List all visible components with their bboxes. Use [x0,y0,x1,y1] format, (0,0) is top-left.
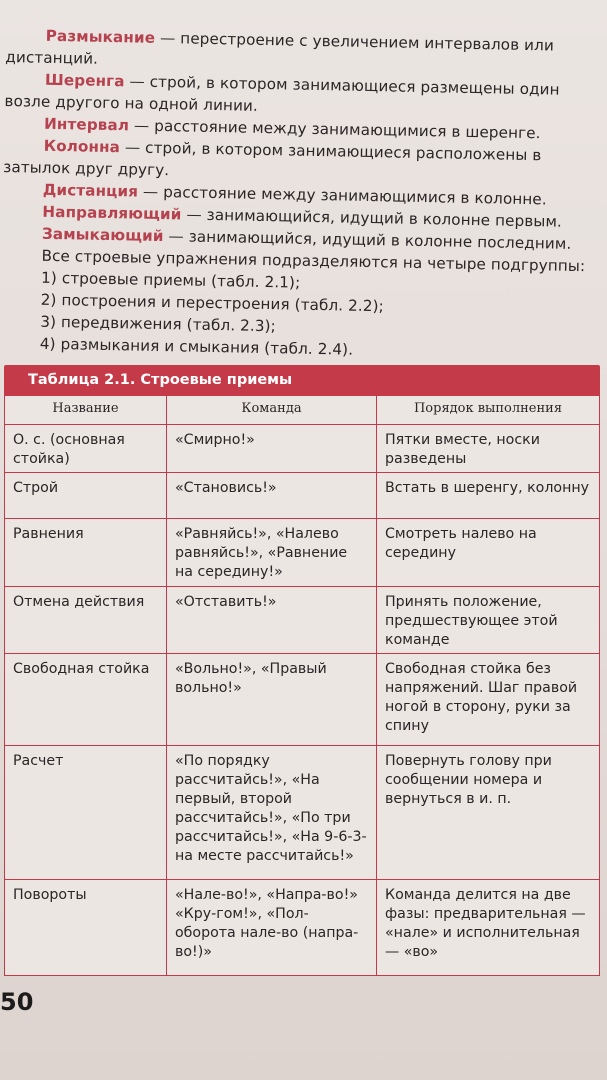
list-item: 4) размыкания и смыкания (табл. 2.4). [39,334,354,359]
cell-name: Равнения [5,519,167,587]
cell-command: «Равняйсь!», «Налево равняйсь!», «Равнение на середину!» [167,519,377,587]
list-item: 3) передвижения (табл. 2.3); [40,312,277,336]
definition-text: — перестроение с увеличением интервалов или дистанций. [5,28,555,68]
definition-term: Дистанция [42,180,139,201]
cell-name: Свободная стойка [5,654,167,746]
cell-procedure: Смотреть налево на середину [377,519,600,587]
cell-command: «Вольно!», «Правый вольно!» [167,654,377,746]
cell-procedure: Пятки вместе, носки разведены [377,425,600,473]
table-row [5,746,600,880]
header-name: Название [5,396,167,425]
cell-name: Строй [5,473,167,519]
definition-text: — занимающийся, идущий в колонне первым. [181,205,563,231]
definition-text: — расстояние между занимающимися в колонне. [137,182,547,209]
definition-text: — строй, в котором занимающиеся расположены в затылок друг другу. [3,138,542,180]
cell-name: О. с. (основная стойка) [5,425,167,473]
cell-command: «Смирно!» [167,425,377,473]
cell-name: Отмена действия [5,587,167,654]
definition-term: Шеренга [44,70,125,91]
cell-name: Повороты [5,880,167,976]
header-command: Команда [167,396,377,425]
table-row [5,880,600,976]
definition-term: Колонна [43,136,121,157]
list-item: 1) строевые приемы (табл. 2.1); [40,268,301,292]
definition-term: Направляющий [42,202,182,224]
list-item: 2) построения и перестроения (табл. 2.2); [40,290,384,316]
cell-command: «Нале-во!», «Напра-во!» «Кру-гом!», «Пол-оборота нале-во (напра-во!)» [167,880,377,976]
cell-procedure: Свободная стойка без напряжений. Шаг правой ногой в сторону, руки за спину [377,654,600,746]
cell-name: Расчет [5,746,167,880]
cell-command: «По порядку рассчитайсь!», «На первый, второй рассчитайсь!», «По три рассчитайсь!», «На 9-6-3- на месте рассчитайсь!» [167,746,377,880]
table [4,395,600,976]
table-row [5,425,600,473]
page-number: 50 [0,988,34,1016]
definition-text: — занимающийся, идущий в колонне последним. [163,227,572,253]
intro-paragraph: Все строевые упражнения подразделяются на четыре подгруппы: [41,246,586,276]
definition-text: — расстояние между занимающимися в шеренге. [128,116,541,143]
definition-term: Размыкание [45,26,156,47]
table-header-row [5,396,600,425]
table-row [5,519,600,587]
table-row [5,654,600,746]
definition-term: Замыкающий [41,224,164,246]
cell-command: «Отставить!» [167,587,377,654]
cell-procedure: Принять положение, предшествующее этой команде [377,587,600,654]
subgroup-list [0,266,591,365]
drill-table [4,365,600,976]
cell-procedure: Команда делится на две фазы: предварительная — «нале» и исполнительная — «во» [377,880,600,976]
definition-term: Интервал [43,114,130,135]
definitions-section [0,24,596,365]
cell-procedure: Встать в шеренгу, колонну [377,473,600,519]
header-procedure: Порядок выполнения [377,396,600,425]
cell-procedure: Повернуть голову при сообщении номера и вернуться в и. п. [377,746,600,880]
table-title: Таблица 2.1. Строевые приемы [4,365,600,395]
definition-text: — строй, в котором занимающиеся размещены один возле другого на одной линии. [4,72,560,115]
table-row [5,473,600,519]
table-row [5,587,600,654]
cell-command: «Становись!» [167,473,377,519]
